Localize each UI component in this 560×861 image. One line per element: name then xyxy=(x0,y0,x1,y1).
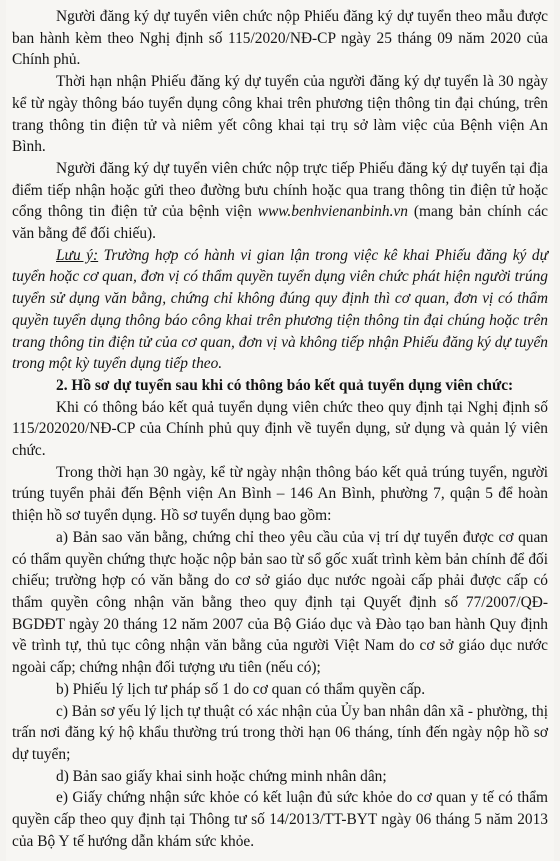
list-item-b: b) Phiếu lý lịch tư pháp số 1 do cơ quan có thẩm quyền cấp. xyxy=(56,680,426,698)
submission-method-text: Người đăng ký dự tuyển viên chức nộp trực tiếp Phiếu đăng ký dự tuyển tại địa điểm tiếp nhận hoặc gửi theo đường bưu chính hoặc qua trang thông tin điện tử hoặc cổng thông tin điện tử của bệnh viện xyxy=(12,159,548,221)
hospital-website-link[interactable]: www.benhvienanbinh.vn xyxy=(257,203,408,221)
document-page xyxy=(6,0,554,861)
paragraph-note xyxy=(12,245,548,375)
paragraph-submission-method xyxy=(12,158,548,245)
paragraph-registration-form: Người đăng ký dự tuyển viên chức nộp Phiếu đăng ký dự tuyển theo mẫu được ban hành kèm theo Nghị định số 115/2020/NĐ-CP ngày 25 tháng 09 năm 2020 của Chính phủ. xyxy=(12,8,548,69)
paragraph-submission-deadline: Thời hạn nhận Phiếu đăng ký dự tuyển của người đăng ký dự tuyển là 30 ngày kể từ ngày thông báo tuyển dụng công khai trên phương tiện thông tin đại chúng, trên trang thông tin điện tử và niêm yết công khai tại trụ sở làm việc của Bệnh viện An Bình. xyxy=(12,73,548,156)
list-item-a: a) Bản sao văn bằng, chứng chỉ theo yêu cầu của vị trí dự tuyển được cơ quan có thẩm quyền chứng thực hoặc nộp bản sao từ sổ gốc xuất trình kèm bản chính để đối chiếu; trường hợp có văn bằng do cơ sở giáo dục nước ngoài cấp phải được cấp có thẩm quyền công nhận văn bằng theo quy định tại Quyết định số 77/2007/QĐ-BGDĐT ngày 20 tháng 12 năm 2007 của Bộ Giáo dục và Đào tạo ban hành Quy định về trình tự, thủ tục công nhận văn bằng của người Việt Nam do cơ sở giáo dục nước ngoài cấp; chứng nhận đối tượng ưu tiên (nếu có); xyxy=(12,528,548,677)
list-item-c: c) Bản sơ yếu lý lịch tự thuật có xác nhận của Ủy ban nhân dân xã - phường, thị trấn nơi đăng ký hộ khẩu thường trú trong thời hạn 06 tháng, tính đến ngày nộp hồ sơ dự tuyển; xyxy=(12,702,548,763)
note-text: Trường hợp có hành vi gian lận trong việc kê khai Phiếu đăng ký dự tuyển hoặc cơ quan, đơn vị có thẩm quyền tuyển dụng viên chức phát hiện người trúng tuyển sử dụng văn bằng, chứng chỉ không đúng quy định thì cơ quan, đơn vị có thẩm quyền tuyển dụng thông báo công khai trên phương tiện thông tin đại chúng hoặc trên trang thông tin điện tử của cơ quan, đơn vị và không tiếp nhận Phiếu đăng ký dự tuyển trong một kỳ tuyển dụng tiếp theo. xyxy=(12,246,548,373)
section-heading-2: 2. Hồ sơ dự tuyển sau khi có thông báo kết quả tuyển dụng viên chức: xyxy=(56,376,514,394)
note-label: Lưu ý: xyxy=(56,246,99,264)
list-item-d: d) Bản sao giấy khai sinh hoặc chứng minh nhân dân; xyxy=(56,767,387,785)
list-item-e: e) Giấy chứng nhận sức khỏe có kết luận đủ sức khỏe do cơ quan y tế có thẩm quyền cấp theo quy định tại Thông tư số 14/2013/TT-BYT ngày 06 tháng 5 năm 2013 của Bộ Y tế hướng dẫn khám sức khỏe. xyxy=(12,789,548,850)
paragraph-completion-deadline: Trong thời hạn 30 ngày, kể từ ngày nhận thông báo kết quả trúng tuyển, người trúng tuyển phải đến Bệnh viện An Bình – 146 An Bình, phường 7, quận 5 để hoàn thiện hồ sơ tuyển dụng. Hồ sơ tuyển dụng bao gồm: xyxy=(12,463,548,525)
paragraph-result-announcement: Khi có thông báo kết quả tuyển dụng viên chức theo quy định tại Nghị định số 115/202020/NĐ-CP của Chính phủ quy định về tuyển dụng, sử dụng và quản lý viên chức. xyxy=(12,398,548,460)
submission-method-text-end: (mang bản chính các văn bằng để đối chiếu). xyxy=(12,203,549,243)
